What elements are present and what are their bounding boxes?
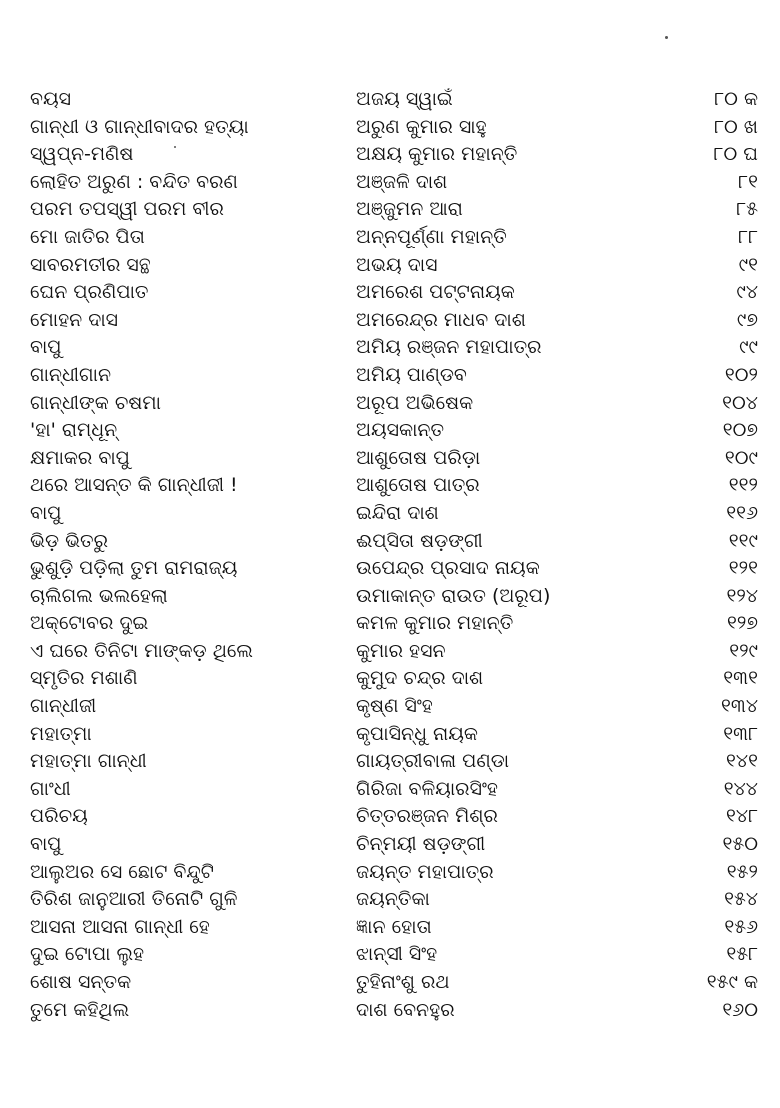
entry-title: ଚାଲିଗଲ ଭଲହେଲା [30, 584, 168, 607]
entry-author: ଅକ୍ଷୟ କୁମାର ମହାନ୍ତି [356, 143, 518, 166]
entry-page-number: ୧୨୪ [726, 584, 758, 607]
entry-page-number: ୮୦ କ [714, 88, 758, 110]
toc-entry [0, 721, 780, 749]
entry-author: ଚିନ୍ମୟୀ ଷଡ଼ଙ୍ଗୀ [356, 833, 486, 856]
entry-author: ଅରୁଣ କୁମାର ସାହୁ [356, 115, 487, 138]
toc-entry [0, 224, 780, 252]
entry-page-number: ୯୯ [739, 336, 758, 359]
entry-author: ଅଞ୍ଜଳି ଦାଶ [356, 170, 448, 193]
entry-page-number: ୧୧୬ [726, 501, 758, 524]
entry-page-number: ୮୦ ଘ [713, 143, 758, 166]
entry-author: ଅଭୟ ଦାସ [356, 253, 438, 276]
entry-author: କୁମାର ହସନ [356, 639, 446, 662]
entry-page-number: ୧୪୪ [723, 777, 758, 800]
entry-author: ଅୟସକାନ୍ତ [356, 419, 445, 442]
toc-entry [0, 693, 780, 721]
toc-entry [0, 665, 780, 693]
entry-title: ଥରେ ଆସନ୍ତ କି ଗାନ୍ଧୀଜୀ ! [30, 474, 238, 497]
entry-author: ଝାନ୍‌ସୀ ସିଂହ [356, 943, 438, 966]
entry-title: ମହାତ୍ମା ଗାନ୍ଧୀ [30, 750, 147, 773]
toc-entry [0, 114, 780, 142]
toc-list [0, 86, 780, 1024]
entry-page-number: ୯୪ [736, 281, 758, 304]
toc-entry [0, 86, 780, 114]
entry-title: ଗାଂଧୀ [30, 777, 71, 800]
entry-page-number: ୧୬୦ [722, 998, 758, 1021]
entry-author: କୃଷ୍ଣ ସିଂହ [356, 695, 433, 718]
entry-author: ଅମରେନ୍ଦ୍ର ମାଧବ ଦାଶ [356, 308, 526, 331]
entry-author: ଅମିୟ ରଞ୍ଜନ ମହାପାତ୍ର [356, 336, 542, 359]
entry-title: ବାପୁ [30, 336, 62, 359]
entry-title: ବାପୁ [30, 501, 62, 524]
entry-page-number: ୧୨୧ [728, 557, 758, 580]
entry-page-number: ୧୨୯ [729, 639, 758, 662]
entry-title: ଅକ୍ଟୋବର ଦୁଇ [30, 612, 149, 635]
entry-page-number: ୧୩୮ [723, 722, 758, 745]
toc-entry [0, 803, 780, 831]
entry-author: ଦାଶ ବେନହୁର [356, 998, 455, 1021]
toc-entry [0, 196, 780, 224]
entry-author: ତୁହିନାଂଶୁ ରଥ [356, 971, 450, 993]
toc-entry [0, 141, 780, 169]
entry-title: ଗାନ୍ଧୀଙ୍କ ଚଷମା [30, 391, 161, 414]
entry-title: ମୋ ଜାତିର ପିତା [30, 225, 145, 248]
entry-title: କ୍ଷମାକର ବାପୁ [30, 446, 130, 469]
toc-entry [0, 583, 780, 611]
entry-page-number: ୧୦୭ [722, 419, 758, 442]
toc-entry [0, 969, 780, 997]
entry-author: ଈପ୍‌ସିତା ଷଡ଼ଙ୍ଗୀ [356, 529, 483, 552]
toc-entry [0, 252, 780, 280]
entry-page-number: ୧୫୯ କ [706, 971, 758, 993]
toc-entry [0, 776, 780, 804]
entry-author: କୁମୁଦ ଚନ୍ଦ୍ର ଦାଶ [356, 667, 484, 690]
entry-title: ଗାନ୍ଧୀଗାନ [30, 363, 112, 386]
entry-author: ଅଞ୍ଜୁମନ ଆରା [356, 198, 463, 221]
toc-entry [0, 362, 780, 390]
entry-author: ଜୟନ୍ତିକା [356, 888, 430, 911]
entry-page-number: ୮୧ [738, 170, 758, 193]
entry-page-number: ୧୨୭ [727, 612, 758, 635]
entry-page-number: ୧୫୦ [722, 833, 758, 856]
toc-entry [0, 610, 780, 638]
toc-entry [0, 472, 780, 500]
entry-page-number: ୧୫୮ [726, 943, 758, 966]
toc-entry [0, 859, 780, 887]
entry-author: ଆଶୁତୋଷ ପାତ୍ର [356, 474, 480, 497]
entry-author: ଅନ୍ନପୂର୍ଣ୍ଣା ମହାନ୍ତି [356, 225, 507, 248]
entry-title: ଲୋହିତ ଅରୁଣ : ବନ୍ଦିତ ବରଣ [30, 170, 238, 193]
entry-author: ଉପେନ୍ଦ୍ର ପ୍ରସାଦ ନାୟକ [356, 557, 540, 580]
entry-title: ପରମ ତପସ୍ୱୀ ପରମ ବୀର [30, 198, 224, 221]
toc-entry [0, 334, 780, 362]
entry-author: କୃପାସିନ୍ଧୁ ନାୟକ [356, 722, 478, 745]
toc-entry [0, 638, 780, 666]
toc-entry [0, 748, 780, 776]
toc-entry [0, 831, 780, 859]
entry-title: ସ୍ୱପ୍ନ-ମଣିଷ [30, 143, 134, 166]
toc-entry [0, 555, 780, 583]
entry-page-number: ୯୧ [738, 253, 758, 276]
entry-title: ସାବରମତୀର ସନ୍ଥ [30, 253, 151, 276]
entry-page-number: ୧୦୪ [722, 391, 758, 414]
entry-title: ଶୋଷ ସନ୍ତକ [30, 971, 132, 993]
entry-page-number: ୧୫୪ [724, 888, 758, 911]
entry-page-number: ୧୦୨ [724, 363, 758, 386]
toc-entry [0, 500, 780, 528]
entry-author: ଅମିୟ ପାଣ୍ଡବ [356, 363, 467, 386]
entry-author: ଅଜୟ ସ୍ୱାଇଁ [356, 88, 453, 110]
entry-author: ଅମରେଶ ପଟ୍ଟନାୟକ [356, 281, 515, 304]
entry-title: ଭିଡ଼ ଭିତରୁ [30, 529, 108, 552]
toc-entry [0, 169, 780, 197]
toc-entry [0, 528, 780, 556]
entry-page-number: ୯୭ [736, 308, 758, 331]
entry-title: ସ୍ମୃତିର ମଶାଣି [30, 667, 138, 690]
entry-page-number: ୧୫୬ [724, 915, 758, 938]
toc-entry [0, 307, 780, 335]
entry-page-number: ୧୫୨ [726, 860, 758, 883]
entry-title: ବୟସ [30, 88, 72, 110]
entry-title: ବାପୁ [30, 833, 62, 856]
entry-title: ଗାନ୍ଧୀ ଓ ଗାନ୍ଧୀବାଦର ହତ୍ୟା [30, 115, 249, 138]
entry-author: ଜ୍ଞାନ ହୋତା [356, 915, 432, 938]
entry-page-number: ୧୧୨ [728, 474, 758, 497]
entry-title: ମହାତ୍ମା [30, 722, 92, 745]
entry-title: ଏ ଘରେ ତିନିଟା ମାଙ୍କଡ଼ ଥିଲେ [30, 639, 253, 662]
entry-page-number: ୮୫ [736, 198, 758, 221]
entry-title: ପରିଚୟ [30, 805, 88, 828]
entry-author: ଗାୟତ୍ରୀବାଳା ପଣ୍ଡା [356, 750, 510, 773]
toc-entry [0, 941, 780, 969]
entry-page-number: ୧୪୧ [726, 750, 758, 773]
toc-entry [0, 417, 780, 445]
entry-title: ଦୁଇ ଟୋପା ଲୁହ [30, 943, 145, 966]
toc-entry [0, 279, 780, 307]
entry-author: ଇନ୍ଦିରା ଦାଶ [356, 501, 439, 524]
toc-entry [0, 886, 780, 914]
entry-page-number: ୧୩୧ [723, 667, 758, 690]
entry-author: ଆଶୁତୋଷ ପରିଡ଼ା [356, 446, 481, 469]
entry-author: ଉମାକାନ୍ତ ରାଉତ (ଅରୂପ) [356, 584, 551, 607]
entry-page-number: ୮୦ ଖ [714, 115, 758, 138]
entry-title: ମୋହନ ଦାସ [30, 308, 119, 331]
entry-title: ଆସନା ଆସନା ଗାନ୍ଧୀ ହେ [30, 915, 210, 938]
entry-author: ଗିରିଜା ବଳିୟାରସିଂହ [356, 777, 498, 800]
toc-entry [0, 445, 780, 473]
scan-speck [665, 36, 668, 39]
entry-page-number: ୧୧୯ [728, 529, 758, 552]
entry-author: ଅରୂପ ଅଭିଷେକ [356, 391, 474, 414]
entry-title: 'ହା' ରାମ୍‌ଧୂନ୍‌ [30, 419, 118, 442]
entry-page-number: ୧୦୯ [724, 446, 758, 469]
entry-author: କମଳ କୁମାର ମହାନ୍ତି [356, 612, 514, 635]
toc-entry [0, 390, 780, 418]
toc-entry [0, 914, 780, 942]
entry-title: ଭୁଶୁଡ଼ି ପଡ଼ିଲା ତୁମ ରାମରାଜ୍ୟ [30, 557, 238, 580]
entry-title: ତୁମେ କହିଥିଲ [30, 998, 130, 1021]
entry-title: ତିରିଶ ଜାନୁଆରୀ ତିନୋଟି ଗୁଳି [30, 888, 238, 911]
entry-title: ଗାନ୍ଧୀଜୀ [30, 695, 97, 718]
toc-entry [0, 997, 780, 1025]
entry-page-number: ୮୮ [738, 225, 758, 248]
entry-author: ଜୟନ୍ତ ମହାପାତ୍ର [356, 860, 494, 883]
entry-page-number: ୧୩୪ [720, 695, 758, 718]
entry-author: ଚିତ୍ତରଞ୍ଜନ ମିଶ୍ର [356, 805, 498, 828]
entry-page-number: ୧୪୮ [726, 805, 758, 828]
entry-title: ଆଲୁଅର ସେ ଛୋଟ ବିନ୍ଦୁଟି [30, 860, 214, 883]
entry-title: ଘେନ ପ୍ରଣିପାତ [30, 281, 149, 304]
